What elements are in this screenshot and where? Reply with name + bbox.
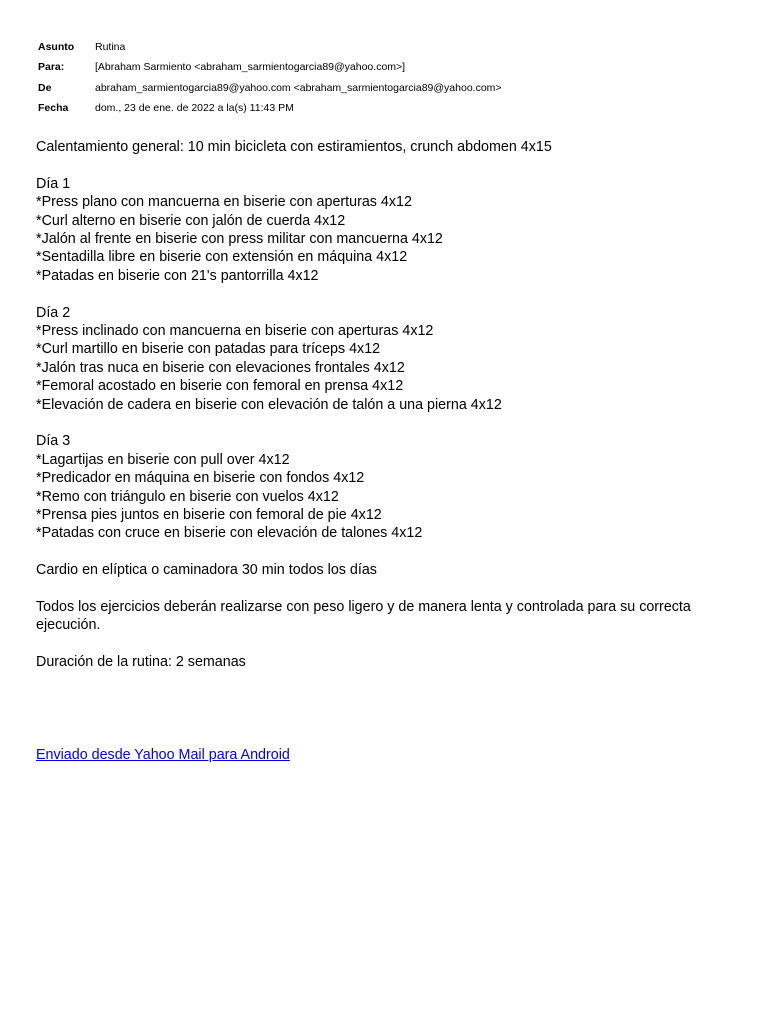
exercise-line: *Elevación de cadera en biserie con elevación de talón a una pierna 4x12: [36, 396, 502, 413]
from-row: [38, 78, 738, 99]
day-title: Día 1: [36, 175, 71, 192]
exercise-line: *Press plano con mancuerna en biserie con aperturas 4x12: [36, 194, 412, 211]
exercise-line: *Press inclinado con mancuerna en biserie con aperturas 4x12: [36, 323, 434, 340]
exercise-line: *Sentadilla libre en biserie con extensión en máquina 4x12: [36, 249, 408, 266]
exercise-line: *Curl martillo en biserie con patadas para tríceps 4x12: [36, 341, 381, 358]
exercise-line: *Predicador en máquina en biserie con fondos 4x12: [36, 470, 365, 487]
duration-line: Duración de la rutina: 2 semanas: [36, 654, 246, 671]
day-title: Día 2: [36, 304, 71, 321]
to-label: Para:: [38, 61, 65, 74]
exercise-line: *Lagartijas en biserie con pull over 4x12: [36, 451, 290, 468]
email-body: [36, 138, 736, 672]
yahoo-mail-android-link[interactable]: Enviado desde Yahoo Mail para Android: [36, 747, 290, 763]
day-title: Día 3: [36, 433, 71, 450]
exercise-line: *Patadas con cruce en biserie con elevación de talones 4x12: [36, 525, 423, 542]
exercise-line: *Jalón tras nuca en biserie con elevaciones frontales 4x12: [36, 359, 405, 376]
cardio-line: Cardio en elíptica o caminadora 30 min todos los días: [36, 562, 377, 579]
to-row: [38, 58, 738, 79]
exercise-line: *Jalón al frente en biserie con press militar con mancuerna 4x12: [36, 231, 443, 248]
exercise-line: *Femoral acostado en biserie con femoral en prensa 4x12: [36, 378, 404, 395]
email-headers: [38, 37, 738, 119]
subject-label: Asunto: [38, 40, 75, 53]
date-label: Fecha: [38, 102, 69, 115]
exercise-line: *Patadas en biserie con 21's pantorrilla 4x12: [36, 267, 319, 284]
to-value: [Abraham Sarmiento <abraham_sarmientogarcia89@yahoo.com>]: [95, 61, 406, 74]
exercise-line: *Prensa pies juntos en biserie con femoral de pie 4x12: [36, 507, 382, 524]
from-label: De: [38, 81, 52, 94]
exercise-line: *Remo con triángulo en biserie con vuelos 4x12: [36, 488, 339, 505]
note-paragraph: Todos los ejercicios deberán realizarse con peso ligero y de manera lenta y controlada para su correcta ejecución.: [36, 599, 691, 634]
subject-value: Rutina: [95, 40, 126, 53]
from-value: abraham_sarmientogarcia89@yahoo.com <abraham_sarmientogarcia89@yahoo.com>: [95, 81, 502, 94]
date-value: dom., 23 de ene. de 2022 a la(s) 11:43 PM: [95, 102, 294, 115]
exercise-line: *Curl alterno en biserie con jalón de cuerda 4x12: [36, 212, 346, 229]
subject-row: [38, 37, 738, 58]
date-row: [38, 99, 738, 120]
warmup-line: Calentamiento general: 10 min bicicleta con estiramientos, crunch abdomen 4x15: [36, 139, 552, 155]
